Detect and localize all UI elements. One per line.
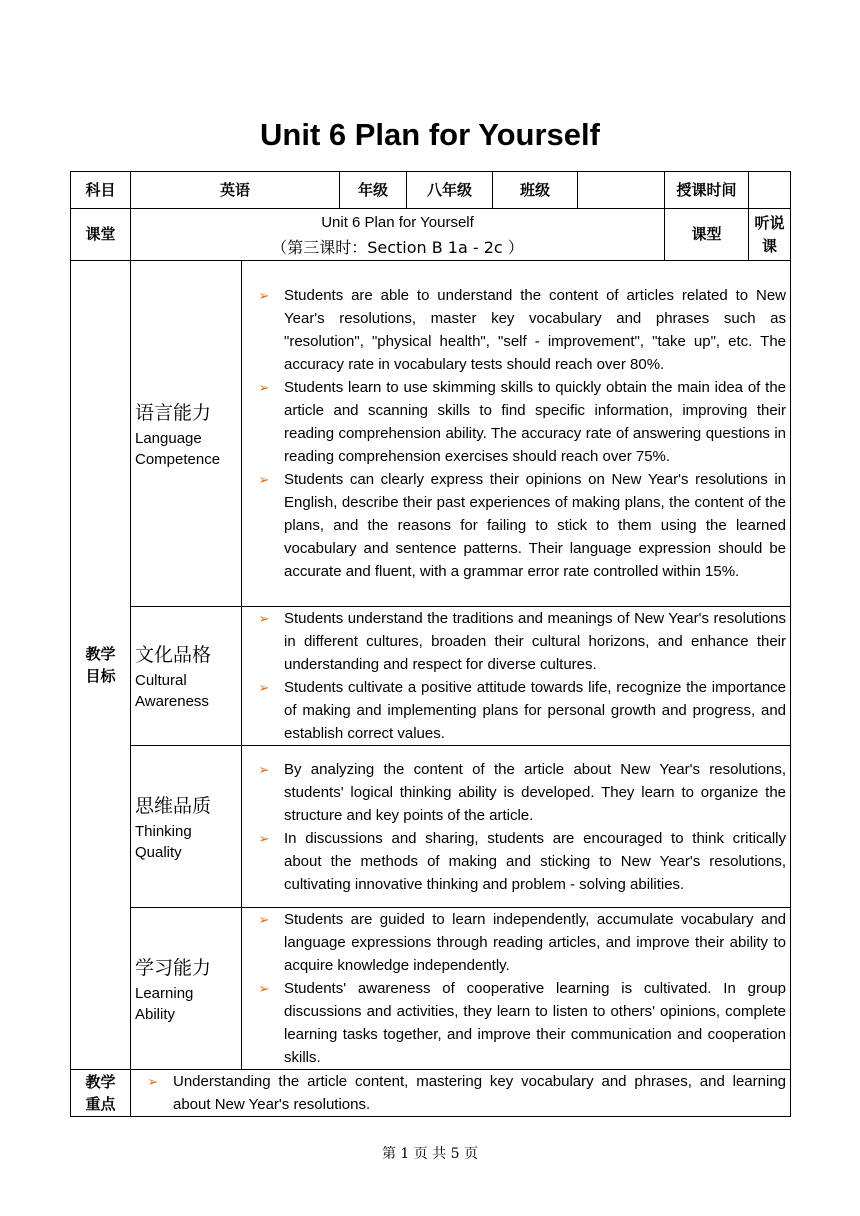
page-footer: 第 1 页 共 5 页 — [381, 1146, 479, 1162]
category-thinking — [131, 746, 242, 908]
arrow-bullet-icon: ➢ — [258, 680, 270, 695]
objective-item: ➢ By analyzing the content of the article about New Year's resolutions, students' logical thinking ability is developed. They learn to organize the structure and key points of the article. — [246, 758, 786, 827]
lesson-title: Unit 6 Plan for Yourself — [321, 213, 474, 231]
category-zh: 语言能力 — [135, 401, 212, 424]
category-culture — [131, 607, 242, 746]
lesson-plan-table — [70, 171, 791, 1117]
objectives-label: 教学目标 — [71, 261, 131, 1070]
goals-thinking — [242, 746, 791, 908]
lesson-subtitle: （第三课时：Section B 1a - 2c ） — [271, 237, 524, 257]
category-en: Language Competence — [135, 429, 221, 468]
category-en: Cultural Awareness — [135, 672, 209, 710]
arrow-bullet-icon: ➢ — [258, 761, 270, 777]
objective-row-culture — [71, 607, 791, 746]
objective-row-learning — [71, 908, 791, 1070]
time-label: 授课时间 — [665, 172, 749, 209]
key-points-row — [71, 1070, 791, 1117]
subject-label: 科目 — [71, 172, 131, 209]
objective-item: ➢ Students can clearly express their opinions on New Year's resolutions in English, describe their past experiences of making plans, the content of the plans, and the reasons for failing to stick to them using the learned vocabulary and sentence patterns. Their language expression should be accurate and fluent, with a grammar error rate controlled within 15%. — [246, 468, 786, 583]
objective-item: ➢ Students cultivate a positive attitude towards life, recognize the importance of making and implementing plans for personal growth and progress, and establish correct values. — [246, 676, 786, 745]
category-zh: 学习能力 — [135, 956, 212, 979]
header-row — [71, 172, 791, 209]
goals-learning — [242, 908, 791, 1070]
category-en: Learning Ability — [135, 984, 194, 1023]
objective-item: ➢ Students are guided to learn independently, accumulate vocabulary and language expressions through reading articles, and improve their ability to acquire knowledge independently. — [246, 908, 786, 977]
arrow-bullet-icon: ➢ — [258, 380, 270, 395]
objective-item: ➢ Students understand the traditions and meanings of New Year's resolutions in different cultures, broaden their cultural horizons, and enhance their understanding and respect for diverse cultures. — [246, 607, 786, 676]
objective-item: ➢ In discussions and sharing, students are encouraged to think critically about the methods of making and sticking to New Year's resolutions, cultivating innovative thinking and problem - solving abilities. — [246, 827, 786, 896]
lesson-type-label: 课型 — [665, 209, 749, 261]
class-value — [578, 172, 665, 209]
category-learning — [131, 908, 242, 1070]
lesson-label: 课堂 — [71, 209, 131, 261]
arrow-bullet-icon: ➢ — [258, 288, 270, 303]
category-zh: 文化品格 — [135, 644, 212, 666]
objective-item: ➢ Students' awareness of cooperative learning is cultivated. In group discussions and activities, they learn to listen to others' opinions, complete learning tasks together, and improve their communication and cooperation skills. — [246, 977, 786, 1069]
arrow-bullet-icon: ➢ — [258, 912, 270, 927]
category-en: Thinking Quality — [135, 822, 192, 861]
grade-value: 八年级 — [407, 172, 493, 209]
goals-language — [242, 261, 791, 607]
objective-item: ➢ Students learn to use skimming skills to quickly obtain the main idea of the article and scanning skills to find specific information, improving their reading comprehension ability. The accuracy rate of answering questions in reading comprehension exercises should reach over 75%. — [246, 376, 786, 468]
objective-item: ➢ Students are able to understand the content of articles related to New Year's resolutions, master key vocabulary and phrases such as "resolution", "physical health", "self - improvement", "take up", etc. The accuracy rate in vocabulary tests should reach over 80%. — [246, 284, 786, 376]
lesson-type-value: 听说课 — [749, 209, 791, 261]
arrow-bullet-icon: ➢ — [147, 1074, 159, 1089]
arrow-bullet-icon: ➢ — [258, 472, 270, 487]
arrow-bullet-icon: ➢ — [258, 830, 270, 846]
goals-culture — [242, 607, 791, 746]
grade-label: 年级 — [340, 172, 407, 209]
key-points-label: 教学重点 — [71, 1070, 131, 1117]
arrow-bullet-icon: ➢ — [258, 611, 270, 626]
lesson-row — [71, 209, 791, 261]
page-title: Unit 6 Plan for Yourself — [260, 117, 600, 152]
key-point-item: ➢ Understanding the article content, mastering key vocabulary and phrases, and learning about New Year's resolutions. — [135, 1070, 786, 1116]
subject-value: 英语 — [131, 172, 340, 209]
objective-row-thinking — [71, 746, 791, 908]
objective-row-language — [71, 261, 791, 607]
lesson-title-cell — [131, 209, 665, 261]
time-value — [749, 172, 791, 209]
class-label: 班级 — [493, 172, 578, 209]
arrow-bullet-icon: ➢ — [258, 981, 270, 996]
category-language — [131, 261, 242, 607]
key-points-content — [131, 1070, 791, 1117]
category-zh: 思维品质 — [135, 794, 212, 817]
